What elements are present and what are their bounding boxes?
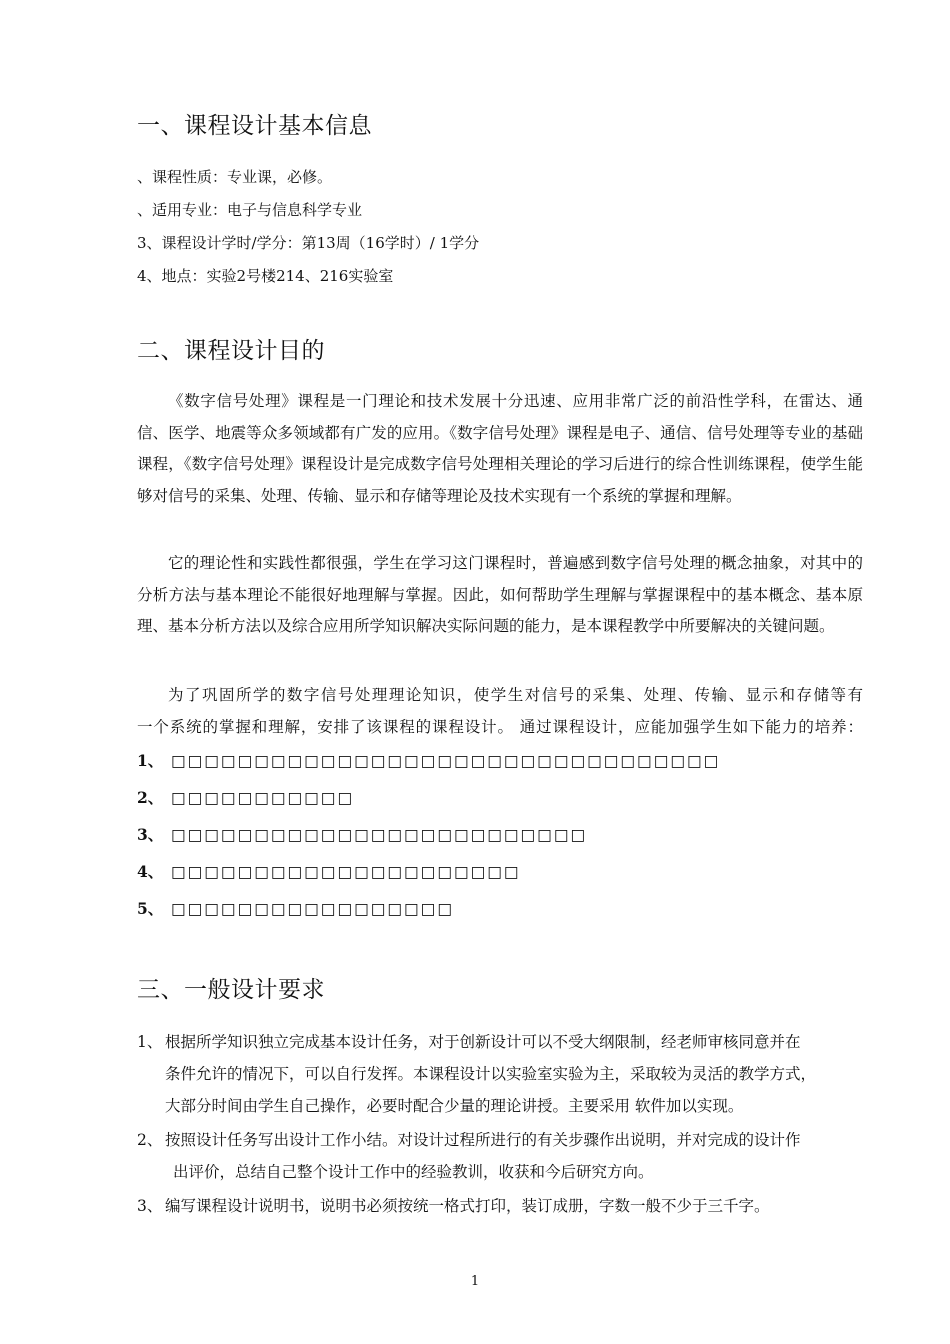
ability-item: [137, 786, 354, 810]
ability-text: □□□□□□□□□□□□□□□□□□□□□: [171, 863, 521, 881]
purpose-paragraph-2: 它的理论性和实践性都很强，学生在学习这门课程时，普遍感到数字信号处理的概念抽象，对其中的分析方法与基本理论不能很好地理解与掌握。因此，如何帮助学生理解与掌握课程中的基本概念、基本原理、基本分析方法以及综合应用所学知识解决实际问题的能力，是本课程教学中所要解决的关键问题。: [137, 554, 863, 635]
ability-text: □□□□□□□□□□□□□□□□□□□□□□□□□: [171, 826, 588, 844]
ability-item: [137, 823, 587, 847]
ability-number: 2、: [137, 788, 164, 807]
info-hours-credits: 3、课程设计学时/学分：第13周（16学时）/ 1学分: [137, 234, 480, 252]
ability-text: □□□□□□□□□□□□□□□□□□□□□□□□□□□□□□□□□: [171, 752, 721, 770]
requirement-number: 2、: [137, 1131, 163, 1149]
info-major: 、适用专业：电子与信息科学专业: [137, 201, 363, 219]
info-course-nature: 、课程性质：专业课，必修。: [137, 168, 333, 186]
page-number: 1: [470, 1274, 480, 1289]
ability-item: [137, 749, 720, 773]
requirement-item: [137, 1124, 867, 1194]
section2-title: 二、课程设计目的: [137, 338, 325, 364]
requirement-line: 出评价，总结自己整个设计工作中的经验教训，收获和今后研究方向。: [173, 1163, 654, 1181]
ability-number: 1、: [137, 751, 164, 770]
ability-number: 4、: [137, 862, 164, 881]
info-location: 4、地点：实验2号楼214、216实验室: [137, 267, 394, 285]
ability-item: [137, 897, 454, 921]
requirement-number: 1、: [137, 1033, 163, 1051]
ability-number: 3、: [137, 825, 164, 844]
ability-number: 5、: [137, 899, 164, 918]
purpose-paragraph-3-line-2: 一个系统的掌握和理解，安排了该课程的课程设计。 通过课程设计，应能加强学生如下能力的培养：: [137, 718, 863, 736]
section1-title: 一、课程设计基本信息: [137, 113, 372, 139]
purpose-paragraph-1: 《数字信号处理》课程是一门理论和技术发展十分迅速、应用非常广泛的前沿性学科，在雷达、通信、医学、地震等众多领域都有广发的应用。《数字信号处理》课程是电子、通信、信号处理等专业的基础课程，《数字信号处理》课程设计是完成数字信号处理相关理论的学习后进行的综合性训练课程，使学生能够对信号的采集、处理、传输、显示和存储等理论及技术实现有一个系统的掌握和理解。: [137, 392, 863, 505]
section3-title: 三、一般设计要求: [137, 977, 325, 1003]
requirement-line: 根据所学知识独立完成基本设计任务，对于创新设计可以不受大纲限制，经老师审核同意并在: [165, 1033, 801, 1051]
requirement-item: [137, 1190, 867, 1226]
ability-text: □□□□□□□□□□□□□□□□□: [171, 900, 454, 918]
purpose-paragraph-3-line-1: 为了巩固所学的数字信号处理理论知识，使学生对信号的采集、处理、传输、显示和存储等有: [168, 686, 863, 704]
requirement-line: 条件允许的情况下，可以自行发挥。本课程设计以实验室实验为主，采取较为灵活的教学方式，: [165, 1065, 817, 1083]
requirement-item: [137, 1026, 867, 1126]
requirement-line: 按照设计任务写出设计工作小结。对设计过程所进行的有关步骤作出说明，并对完成的设计作: [165, 1131, 801, 1149]
ability-item: [137, 860, 521, 884]
requirement-line: 大部分时间由学生自己操作，必要时配合少量的理论讲授。主要采用 软件加以实现。: [165, 1097, 744, 1115]
requirement-line: 编写课程设计说明书，说明书必须按统一格式打印，装订成册，字数一般不少于三千字。: [165, 1197, 770, 1215]
requirement-number: 3、: [137, 1197, 163, 1215]
ability-text: □□□□□□□□□□□: [171, 789, 355, 807]
